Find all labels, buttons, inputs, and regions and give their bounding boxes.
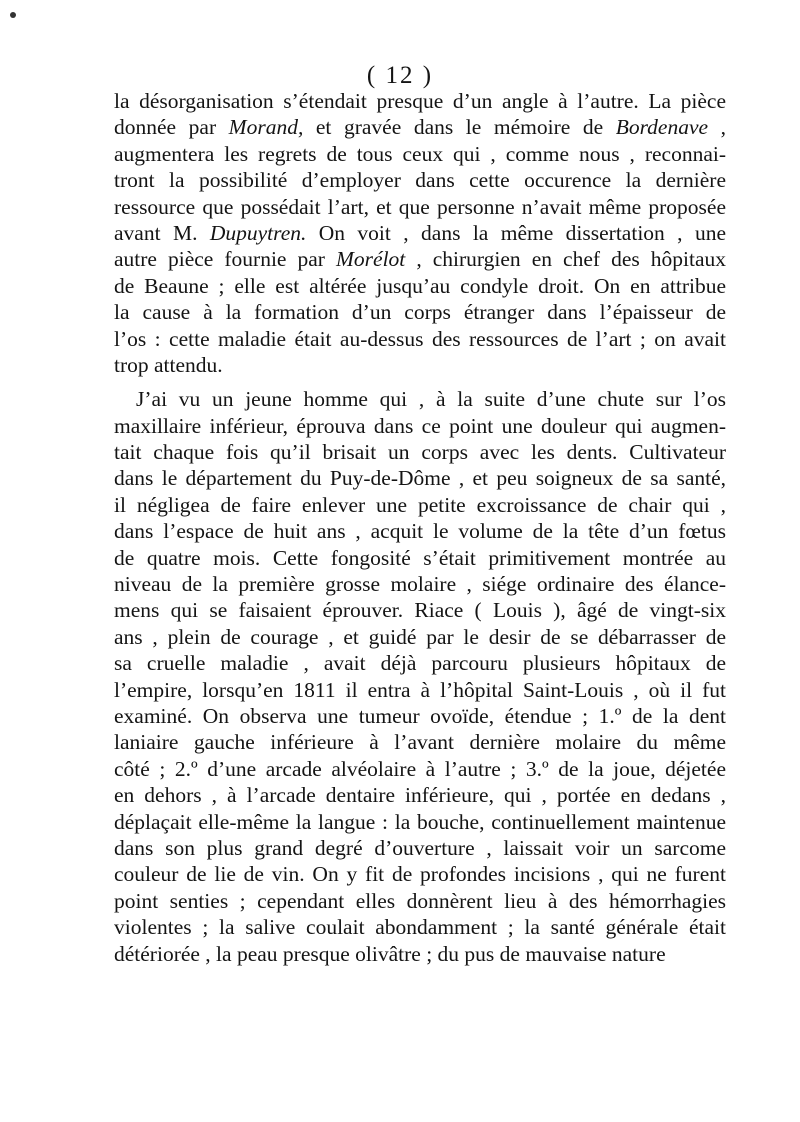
text-line: de Beaune ; elle est altérée jusqu’au condyle droit. On en attribue xyxy=(114,273,726,298)
text-line: l’empire, lorsqu’en 1811 il entra à l’hôpital Saint-Louis , où il fut xyxy=(114,677,726,702)
text-line: augmentera les regrets de tous ceux qui , comme nous , reconnai- xyxy=(114,141,726,166)
text-line: dans son plus grand degré d’ouverture , laissait voir un sarcome xyxy=(114,835,726,860)
text-line: de quatre mois. Cette fongosité s’était primitivement montrée au xyxy=(114,545,726,570)
text-line: tait chaque fois qu’il brisait un corps avec les dents. Cultivateur xyxy=(114,440,726,465)
proper-name: Morélot xyxy=(336,247,406,272)
text-line: autre pièce fournie par Morélot , chirurgien en chef des hôpitaux xyxy=(114,247,727,272)
text-line: sa cruelle maladie , avait déjà parcouru plusieurs hôpitaux de xyxy=(114,651,726,676)
text-line: détériorée , la peau presque olivâtre ; du pus de mauvaise nature xyxy=(114,941,666,966)
text-line: déplaçait elle-même la langue : la bouche, continuellement maintenue xyxy=(114,809,726,834)
text-line: l’os : cette maladie était au-dessus des ressources de l’art ; on avait xyxy=(114,326,726,351)
body-text xyxy=(114,88,726,967)
text-line: point senties ; cependant elles donnèrent lieu à des hémorrhagies xyxy=(114,888,726,913)
text-line: examiné. On observa une tumeur ovoïde, étendue ; 1.º de la dent xyxy=(114,703,726,728)
text-line: côté ; 2.º d’une arcade alvéolaire à l’autre ; 3.º de la joue, déjetée xyxy=(114,756,726,781)
text-line: tront la possibilité d’employer dans cette occurence la dernière xyxy=(114,168,726,193)
scan-speck xyxy=(10,12,16,18)
text-line: il négligea de faire enlever une petite excroissance de chair qui , xyxy=(114,492,726,517)
text-line: violentes ; la salive coulait abondamment ; la santé générale était xyxy=(114,915,726,940)
text-line: en dehors , à l’arcade dentaire inférieure, qui , portée en dedans , xyxy=(114,783,726,808)
text-line: ans , plein de courage , et guidé par le desir de se débarrasser de xyxy=(114,624,726,649)
text-line: la désorganisation s’étendait presque d’un angle à l’autre. La pièce xyxy=(114,89,726,113)
text-line: niveau de la première grosse molaire , siége ordinaire des élance- xyxy=(114,572,726,597)
text-line: trop attendu. xyxy=(114,352,223,377)
text-line: laniaire gauche inférieure à l’avant dernière molaire du même xyxy=(114,730,726,755)
proper-name: Dupuytren. xyxy=(209,220,307,245)
text-line: ressource que possédait l’art, et que personne n’avait même proposée xyxy=(114,194,726,219)
text-line: dans le département du Puy-de-Dôme , et peu soigneux de sa santé, xyxy=(114,466,726,491)
text-line: la cause à la formation d’un corps étranger dans l’épaisseur de xyxy=(114,300,726,325)
page-number: ( 12 ) xyxy=(366,62,434,89)
text-line: donnée par Morand, et gravée dans le mémoire de Bordenave , xyxy=(114,115,726,140)
text-line: J’ai vu un jeune homme qui , à la suite d’une chute sur l’os xyxy=(136,387,726,412)
paragraph-gap xyxy=(114,378,726,386)
text-line: mens qui se faisaient éprouver. Riace ( Louis ), âgé de vingt-six xyxy=(114,598,726,623)
proper-name: Morand, xyxy=(228,115,304,140)
text-line: couleur de lie de vin. On y fit de profondes incisions , qui ne furent xyxy=(114,862,726,887)
text-line: maxillaire inférieur, éprouva dans ce point une douleur qui augmen- xyxy=(114,413,726,438)
text-line: avant M. Dupuytren. On voit , dans la même dissertation , une xyxy=(114,220,726,245)
proper-name: Bordenave xyxy=(615,115,709,140)
text-line: dans l’espace de huit ans , acquit le volume de la tête d’un fœtus xyxy=(114,519,726,544)
